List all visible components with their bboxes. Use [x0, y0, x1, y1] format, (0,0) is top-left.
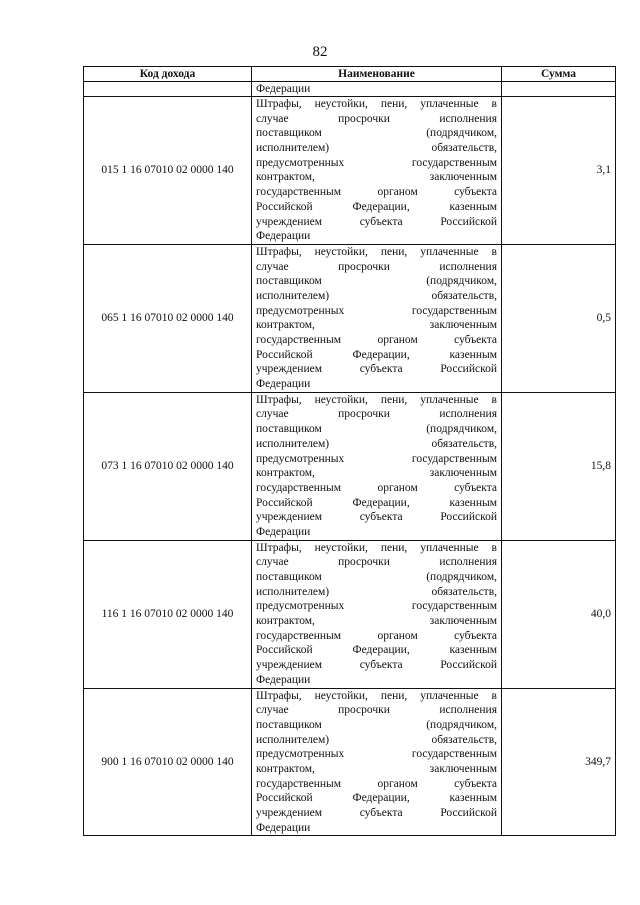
name-line: поставщиком (подрядчиком,: [256, 127, 497, 140]
name-line: исполнителем) обязательств,: [256, 437, 497, 450]
name-line: учреждением субъекта Российской: [256, 215, 497, 228]
name-line: Штрафы, неустойки, пени, уплаченные в: [256, 393, 497, 406]
name-line: контрактом, заключенным: [256, 762, 497, 775]
name-line: государственным органом субъекта: [256, 186, 497, 199]
header-amount: Сумма: [502, 67, 616, 82]
name-line: Федерации: [256, 525, 311, 538]
name-line: государственным органом субъекта: [256, 334, 497, 346]
amount-cell: 15,8: [502, 392, 616, 540]
header-code: Код дохода: [84, 67, 252, 82]
name-line: случае просрочки исполнения: [256, 556, 497, 569]
name-line: Российской Федерации, казенным: [256, 792, 497, 805]
name-line: случае просрочки исполнения: [256, 704, 497, 717]
amount-cell: 40,0: [502, 540, 616, 688]
name-line: исполнителем) обязательств,: [256, 733, 497, 746]
name-line: Федерации: [256, 230, 311, 243]
name-line: Российской Федерации, казенным: [256, 200, 497, 213]
table-row: [84, 392, 616, 540]
name-line: исполнителем) обязательств,: [256, 142, 497, 155]
continuation-amount-cell: [502, 82, 616, 97]
name-line: государственным органом субъекта: [256, 629, 497, 642]
table-header-row: [84, 67, 616, 82]
name-line: Штрафы, неустойки, пени, уплаченные в: [256, 245, 497, 258]
name-line: предусмотренных государственным: [256, 156, 497, 169]
revenue-name-cell: [252, 688, 502, 836]
name-line: поставщиком (подрядчиком,: [256, 571, 497, 583]
name-line: учреждением субъекта Российской: [256, 511, 497, 524]
name-line: поставщиком (подрядчиком,: [256, 718, 497, 731]
name-line: случае просрочки исполнения: [256, 408, 497, 421]
name-line: поставщиком (подрядчиком,: [256, 275, 497, 288]
name-line: учреждением субъекта Российской: [256, 807, 497, 819]
revenue-name-cell: [252, 97, 502, 245]
name-line: предусмотренных государственным: [256, 304, 497, 317]
name-line: случае просрочки исполнения: [256, 260, 497, 273]
revenue-code-cell: 116 1 16 07010 02 0000 140: [84, 540, 252, 688]
name-line: Штрафы, неустойки, пени, уплаченные в: [256, 98, 497, 110]
amount-cell: 3,1: [502, 97, 616, 245]
revenue-name-cell: [252, 392, 502, 540]
name-line: государственным органом субъекта: [256, 777, 497, 790]
table-row: [84, 688, 616, 836]
name-line: исполнителем) обязательств,: [256, 585, 497, 598]
name-line: Федерации: [256, 378, 311, 391]
table-row: [84, 97, 616, 245]
name-line: учреждением субъекта Российской: [256, 363, 497, 376]
page-number: 82: [312, 44, 328, 60]
continuation-code-cell: [84, 82, 252, 97]
revenue-code-cell: 900 1 16 07010 02 0000 140: [84, 688, 252, 836]
name-line: учреждением субъекта Российской: [256, 659, 497, 672]
name-line: Штрафы, неустойки, пени, уплаченные в: [256, 689, 497, 702]
table-row: [84, 244, 616, 392]
revenue-code-cell: 065 1 16 07010 02 0000 140: [84, 244, 252, 392]
continuation-name-cell: Федерации: [252, 82, 502, 97]
revenue-code-cell: 073 1 16 07010 02 0000 140: [84, 392, 252, 540]
revenue-name-cell: [252, 244, 502, 392]
name-line: Российской Федерации, казенным: [256, 644, 497, 657]
name-line: предусмотренных государственным: [256, 748, 497, 761]
name-line: поставщиком (подрядчиком,: [256, 423, 497, 436]
name-line: контрактом, заключенным: [256, 467, 497, 480]
amount-cell: 349,7: [502, 688, 616, 836]
revenue-code-cell: 015 1 16 07010 02 0000 140: [84, 97, 252, 245]
name-line: контрактом, заключенным: [256, 319, 497, 332]
name-line: Российской Федерации, казенным: [256, 496, 497, 509]
name-line: государственным органом субъекта: [256, 481, 497, 494]
continuation-row: [84, 82, 616, 97]
name-line: Федерации: [256, 821, 311, 834]
name-line: исполнителем) обязательств,: [256, 289, 497, 302]
name-line: контрактом, заключенным: [256, 615, 497, 628]
name-line: предусмотренных государственным: [256, 600, 497, 613]
name-line: предусмотренных государственным: [256, 452, 497, 465]
amount-cell: 0,5: [502, 244, 616, 392]
name-line: контрактом, заключенным: [256, 171, 497, 184]
name-line: случае просрочки исполнения: [256, 112, 497, 125]
revenue-table: [83, 66, 616, 836]
name-line: Российской Федерации, казенным: [256, 348, 497, 361]
name-line: Федерации: [256, 673, 311, 686]
name-line: Штрафы, неустойки, пени, уплаченные в: [256, 541, 497, 554]
table-row: [84, 540, 616, 688]
revenue-name-cell: [252, 540, 502, 688]
header-name: Наименование: [252, 67, 502, 82]
